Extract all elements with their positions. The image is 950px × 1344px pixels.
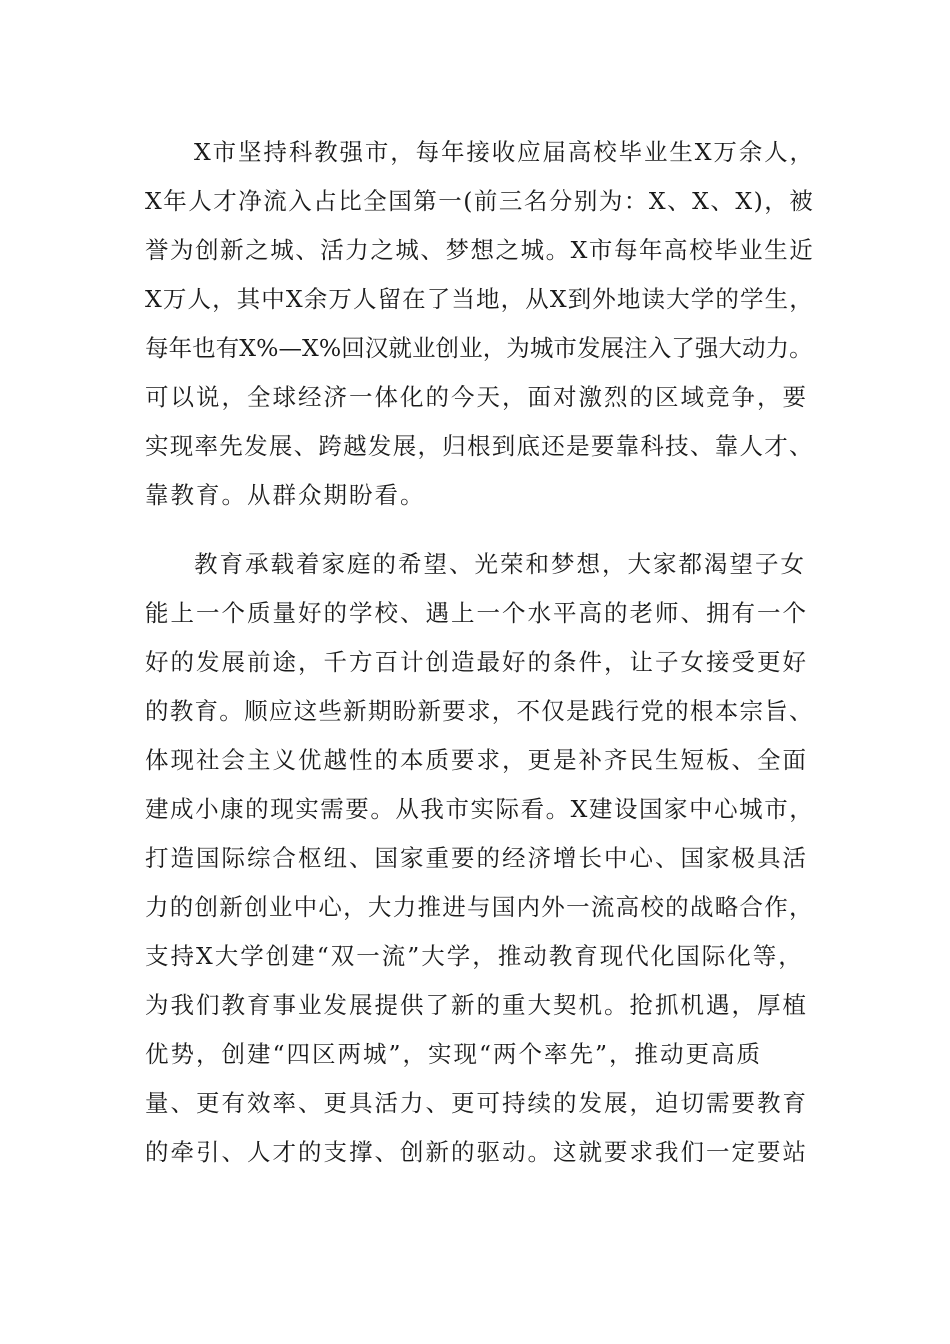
text-line: 教育承载着家庭的希望、光荣和梦想，大家都渴望子女	[194, 550, 806, 578]
text-line: 优势，创建“四区两城”，实现“两个率先”，推动更高质	[145, 1040, 763, 1068]
text-line: 体现社会主义优越性的本质要求，更是补齐民生短板、全面	[145, 746, 808, 774]
text-line: X万人，其中X余万人留在了当地，从X到外地读大学的学生，	[145, 285, 814, 313]
text-line: 好的发展前途，千方百计创造最好的条件，让子女接受更好	[145, 648, 808, 676]
text-line: 可以说，全球经济一体化的今天，面对激烈的区域竞争，要	[145, 383, 808, 411]
text-line: 靠教育。从群众期盼看。	[145, 481, 426, 509]
text-line: 量、更有效率、更具活力、更可持续的发展，迫切需要教育	[145, 1089, 808, 1117]
text-line: 为我们教育事业发展提供了新的重大契机。抢抓机遇，厚植	[145, 991, 808, 1019]
text-line: 能上一个质量好的学校、遇上一个水平高的老师、拥有一个	[145, 599, 808, 627]
text-line: 的教育。顺应这些新期盼新要求，不仅是践行党的根本宗旨、	[145, 697, 814, 725]
text-line: X市坚持科教强市，每年接收应届高校毕业生X万余人，	[194, 138, 815, 166]
text-line: 建成小康的现实需要。从我市实际看。X建设国家中心城市，	[145, 795, 815, 823]
text-line: 打造国际综合枢纽、国家重要的经济增长中心、国家极具活	[145, 844, 808, 872]
text-line: 实现率先发展、跨越发展，归根到底还是要靠科技、靠人才、	[145, 432, 814, 460]
text-line: X年人才净流入占比全国第一(前三名分别为：X、X、X)，被	[145, 187, 815, 215]
text-line: 誉为创新之城、活力之城、梦想之城。X市每年高校毕业生近	[145, 236, 815, 264]
text-line: 力的创新创业中心，大力推进与国内外一流高校的战略合作，	[145, 893, 814, 921]
text-line: 每年也有X%—X%回汉就业创业，为城市发展注入了强大动力。	[145, 334, 813, 362]
text-line: 支持X大学创建“双一流”大学，推动教育现代化国际化等，	[145, 942, 804, 970]
text-line: 的牵引、人才的支撑、创新的驱动。这就要求我们一定要站	[145, 1138, 808, 1166]
